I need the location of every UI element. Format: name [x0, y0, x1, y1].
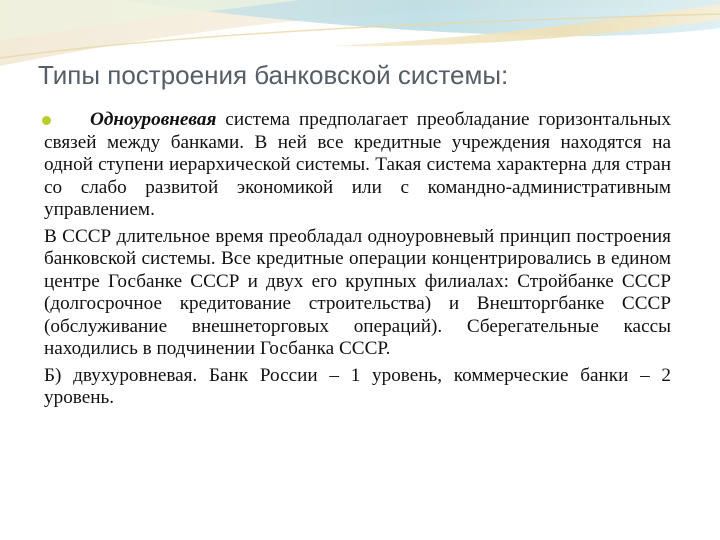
- slide-title: Типы построения банковской системы:: [38, 60, 509, 90]
- paragraph-ussr-history: В СССР длительное время преобладал одноуровневый принцип построения банковской системы. Все кредитные операции концентрировались в едином центре Госбанке СССР и двух его крупных филиалах: Стройбанке СССР (долгосрочное кредитование строительства) и Внешторгбанке СССР (обслуживание внешнеторговых операций). Сберегательные кассы находились в подчинении Госбанка СССР.: [44, 225, 671, 359]
- slide-body: [44, 109, 671, 414]
- bullet-icon: [42, 116, 51, 125]
- paragraph-one-level-system: [44, 109, 671, 222]
- paragraph-text: система предполагает преобладание горизонтальных связей между банками. В ней все кредитные учреждения находятся на одной ступени иерархической системы. Такая система характерна для стран со слабо развитой экономикой или с командно-административным управлением.: [44, 109, 671, 220]
- emphasized-term: Одноуровневая: [90, 109, 217, 130]
- paragraph-two-level-system: Б) двухуровневая. Банк России – 1 уровень, коммерческие банки – 2 уровень.: [44, 364, 671, 408]
